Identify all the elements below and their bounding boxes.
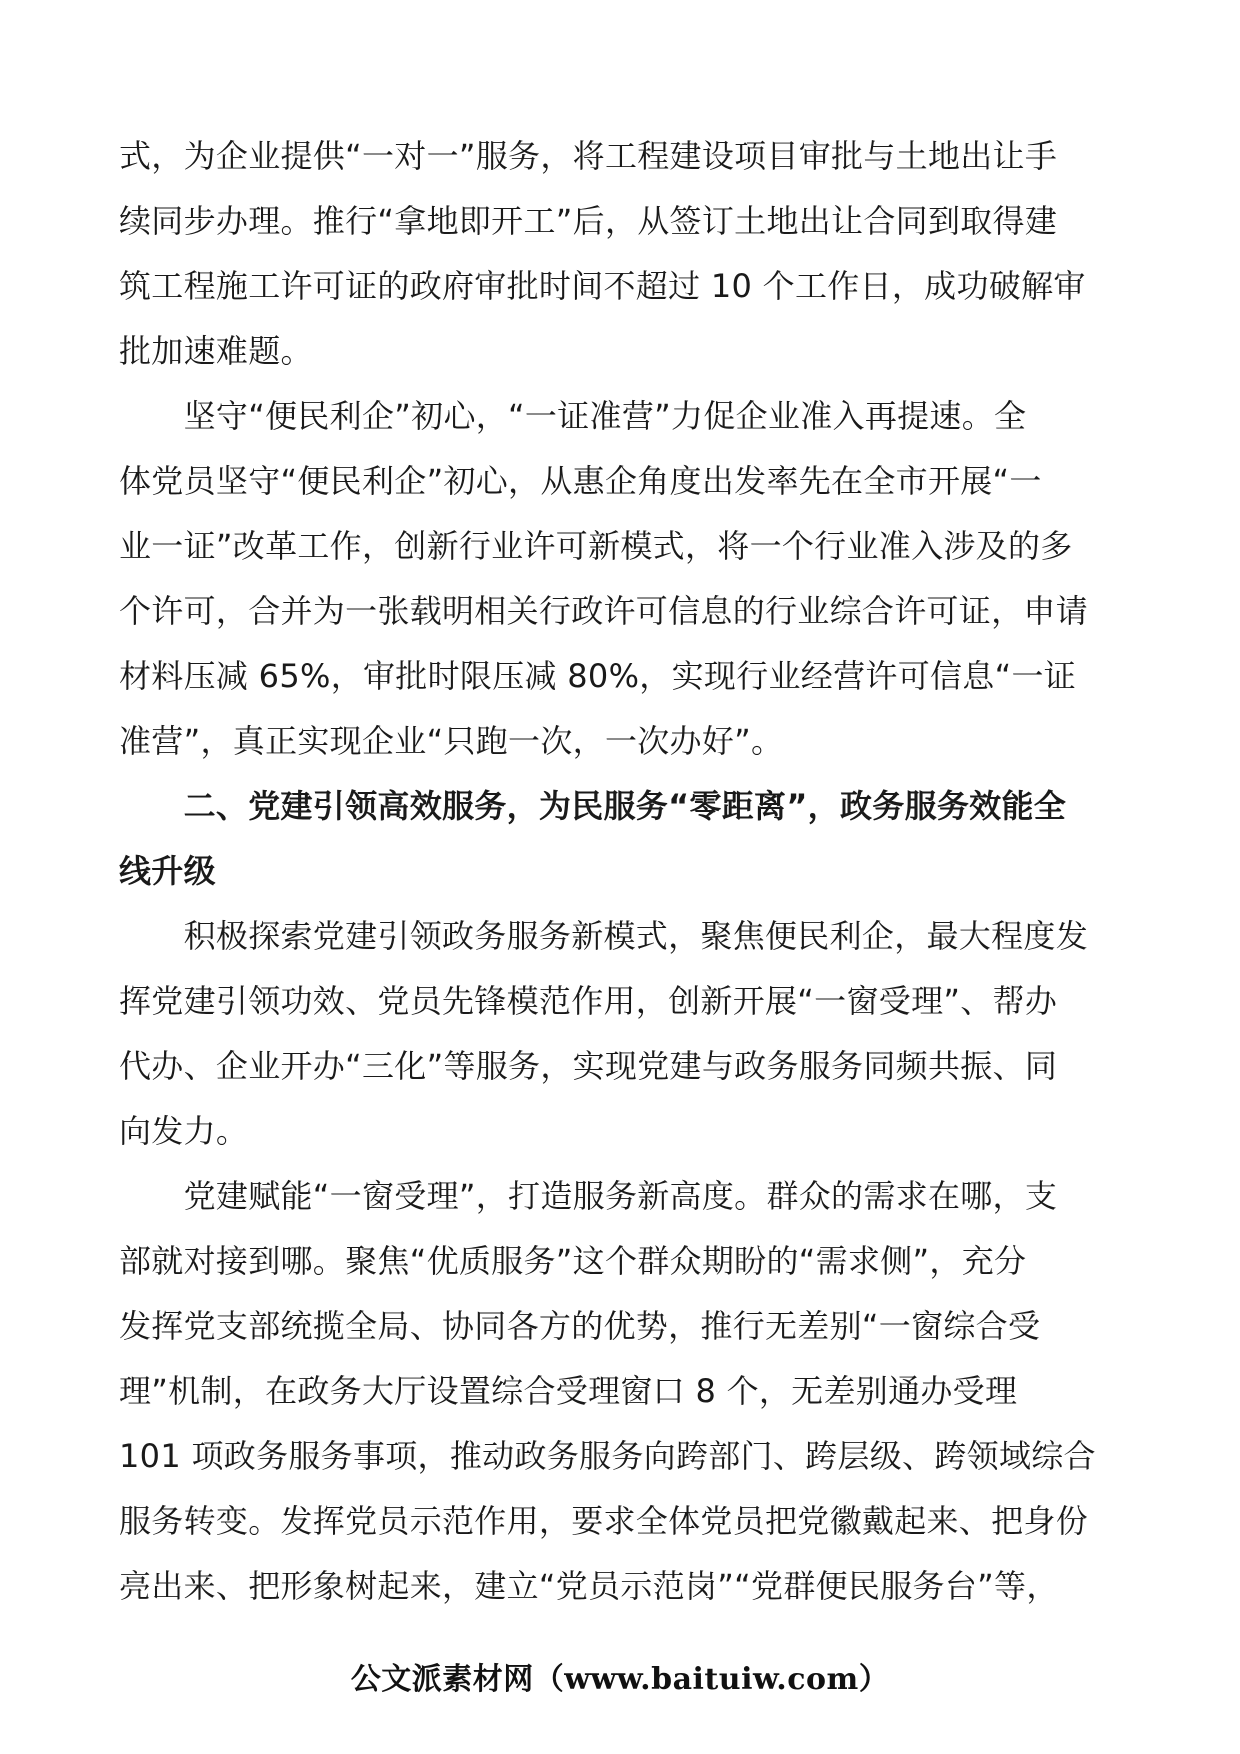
text-line: 发挥党支部统揽全局、协同各方的优势，推行无差别“一窗综合受 (119, 1307, 1041, 1345)
text-line: 体党员坚守“便民利企”初心，从惠企角度出发率先在全市开展“一 (119, 462, 1042, 500)
text-line: 代办、企业开办“三化”等服务，实现党建与政务服务同频共振、同 (119, 1047, 1058, 1085)
text-line: 挥党建引领功效、党员先锋模范作用，创新开展“一窗受理”、帮办 (119, 982, 1058, 1020)
section-heading-line: 二、党建引领高效服务，为民服务“零距离”，政务服务效能全 (119, 787, 1067, 825)
text-line: 式，为企业提供“一对一”服务，将工程建设项目审批与土地出让手 (119, 137, 1058, 175)
text-line: 批加速难题。 (119, 332, 313, 370)
section-heading-line: 线升级 (119, 852, 216, 890)
text-line: 向发力。 (119, 1112, 249, 1150)
text-line: 101 项政务服务事项，推动政务服务向跨部门、跨层级、跨领域综合 (119, 1437, 1096, 1475)
text-line: 续同步办理。推行“拿地即开工”后，从签订土地出让合同到取得建 (119, 202, 1058, 240)
text-line: 准营”，真正实现企业“只跑一次，一次办好”。 (119, 722, 784, 760)
text-line: 积极探索党建引领政务服务新模式，聚焦便民利企，最大程度发 (119, 917, 1089, 955)
text-line: 服务转变。发挥党员示范作用，要求全体党员把党徽戴起来、把身份 (119, 1502, 1089, 1540)
text-line: 亮出来、把形象树起来，建立“党员示范岗”“党群便民服务台”等， (119, 1567, 1059, 1605)
text-line: 部就对接到哪。聚焦“优质服务”这个群众期盼的“需求侧”，充分 (119, 1242, 1027, 1280)
text-line: 筑工程施工许可证的政府审批时间不超过 10 个工作日，成功破解审 (119, 267, 1086, 305)
body-text (119, 124, 1121, 1619)
text-line: 党建赋能“一窗受理”，打造服务新高度。群众的需求在哪，支 (119, 1177, 1058, 1215)
text-line: 理”机制，在政务大厅设置综合受理窗口 8 个，无差别通办受理 (119, 1372, 1018, 1410)
text-line: 材料压减 65%，审批时限压减 80%，实现行业经营许可信息“一证 (119, 657, 1077, 695)
text-line: 坚守“便民利企”初心，“一证准营”力促企业准入再提速。全 (119, 397, 1027, 435)
text-line: 个许可，合并为一张载明相关行政许可信息的行业综合许可证，申请 (119, 592, 1089, 630)
text-line: 业一证”改革工作，创新行业许可新模式，将一个行业准入涉及的多 (119, 527, 1073, 565)
footer-watermark: 公文派素材网（www.baituiw.com） (350, 1662, 890, 1697)
